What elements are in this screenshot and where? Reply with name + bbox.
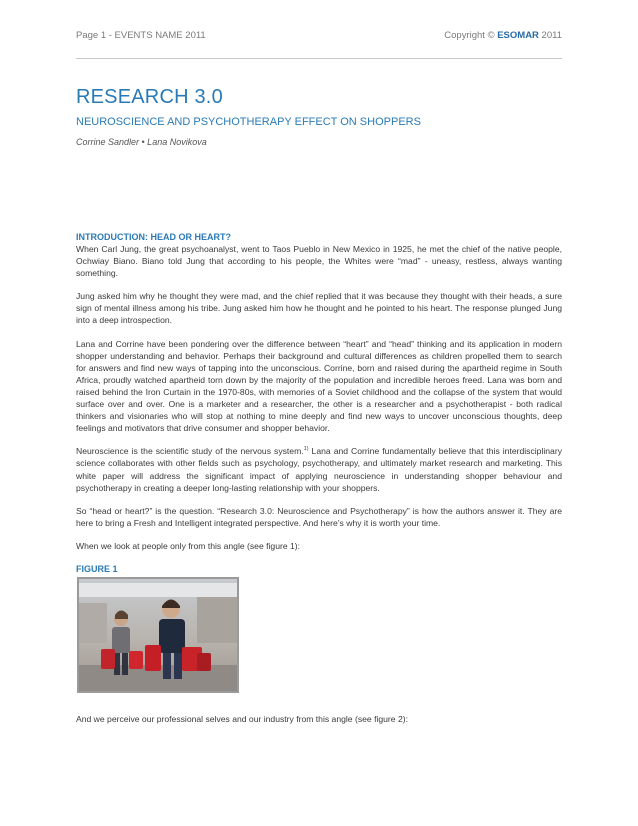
header-page-label: Page 1 - EVENTS NAME 2011 xyxy=(76,30,206,41)
paragraph-4-rest: Lana and Corrine fundamentally believe that this interdisciplinary science collaborates with other fields such as psychology, psychotherapy, and ultimately market research and marketing. This white paper will address the significant impact of applying neuroscience in understanding shopper behaviour and psychotherapy in creating a deeper long-lasting relationship with your shoppers. xyxy=(76,446,562,493)
paragraph-1: When Carl Jung, the great psychoanalyst, went to Taos Pueblo in New Mexico in 1925, he met the chief of the native people, Ochwiay Biano. Biano told Jung that according to his people, the Whites were “mad” - uneasy, restless, always wanting something. xyxy=(76,244,562,279)
footnote-marker: 1) xyxy=(303,446,309,453)
paragraph-7: And we perceive our professional selves and our industry from this angle (see figure 2): xyxy=(76,713,408,724)
header-divider xyxy=(76,58,562,59)
header-copyright xyxy=(444,30,562,41)
copyright-year: 2011 xyxy=(538,30,562,41)
shoppers-photo xyxy=(79,579,237,691)
figure-1-image xyxy=(77,577,239,693)
figure-1-label: FIGURE 1 xyxy=(76,563,118,574)
paragraph-4-start: Neuroscience is the scientific study of the nervous system. xyxy=(76,446,304,457)
paragraph-4 xyxy=(76,445,562,493)
page-header xyxy=(76,30,562,42)
article-authors: Corrine Sandler • Lana Novikova xyxy=(76,137,207,147)
mall-ceiling xyxy=(79,583,237,597)
paragraph-3: Lana and Corrine have been pondering over the difference between “heart” and “head” thinking and its application in modern shopper understanding and behavior. Perhaps their background and cultural differences as children propelled them to search for answers and find new ways of tapping into the unconscious. Corrine, born and raised during the apartheid regime in South Africa, proudly watched apartheid torn down by the majority of the population and incredible heroes freed. Lana was born and raised behind the Iron Curtain in the 1970-80s, with memories of a Soviet childhood and the collapse of the system that would surface over and over. One is a marketer and a researcher, the other is a researcher and a psychotherapist - both radical thinkers and visionaries who will stop at nothing to mine deeply and find new ways to uncover unconscious thoughts, deep feelings and motivators that drive consumer and shopper behavior. xyxy=(76,338,562,434)
paragraph-6: When we look at people only from this angle (see figure 1): xyxy=(76,540,301,551)
header-brand: ESOMAR xyxy=(497,30,539,41)
paragraph-5: So “head or heart?” is the question. “Research 3.0: Neuroscience and Psychotherapy” is how the authors answer it. They are here to bring a Fresh and Intelligent integrated perspective. And here’s why it is worth your time. xyxy=(76,505,562,528)
article-title: RESEARCH 3.0 xyxy=(76,86,223,108)
article-body xyxy=(76,231,562,736)
storefront-left xyxy=(79,603,107,643)
paragraph-2: Jung asked him why he thought they were mad, and the chief replied that it was because they thought with their heads, a sure sign of mental illness among his tribe. Jung asked him how he thought and he pointed to his heart. The response plunged Jung into a deep introspection. xyxy=(76,291,562,326)
section-heading: INTRODUCTION: HEAD OR HEART? xyxy=(76,232,231,242)
copyright-prefix: Copyright © xyxy=(444,30,498,41)
storefront xyxy=(197,597,237,643)
article-subtitle: NEUROSCIENCE AND PSYCHOTHERAPY EFFECT ON SHOPPERS xyxy=(76,116,421,128)
